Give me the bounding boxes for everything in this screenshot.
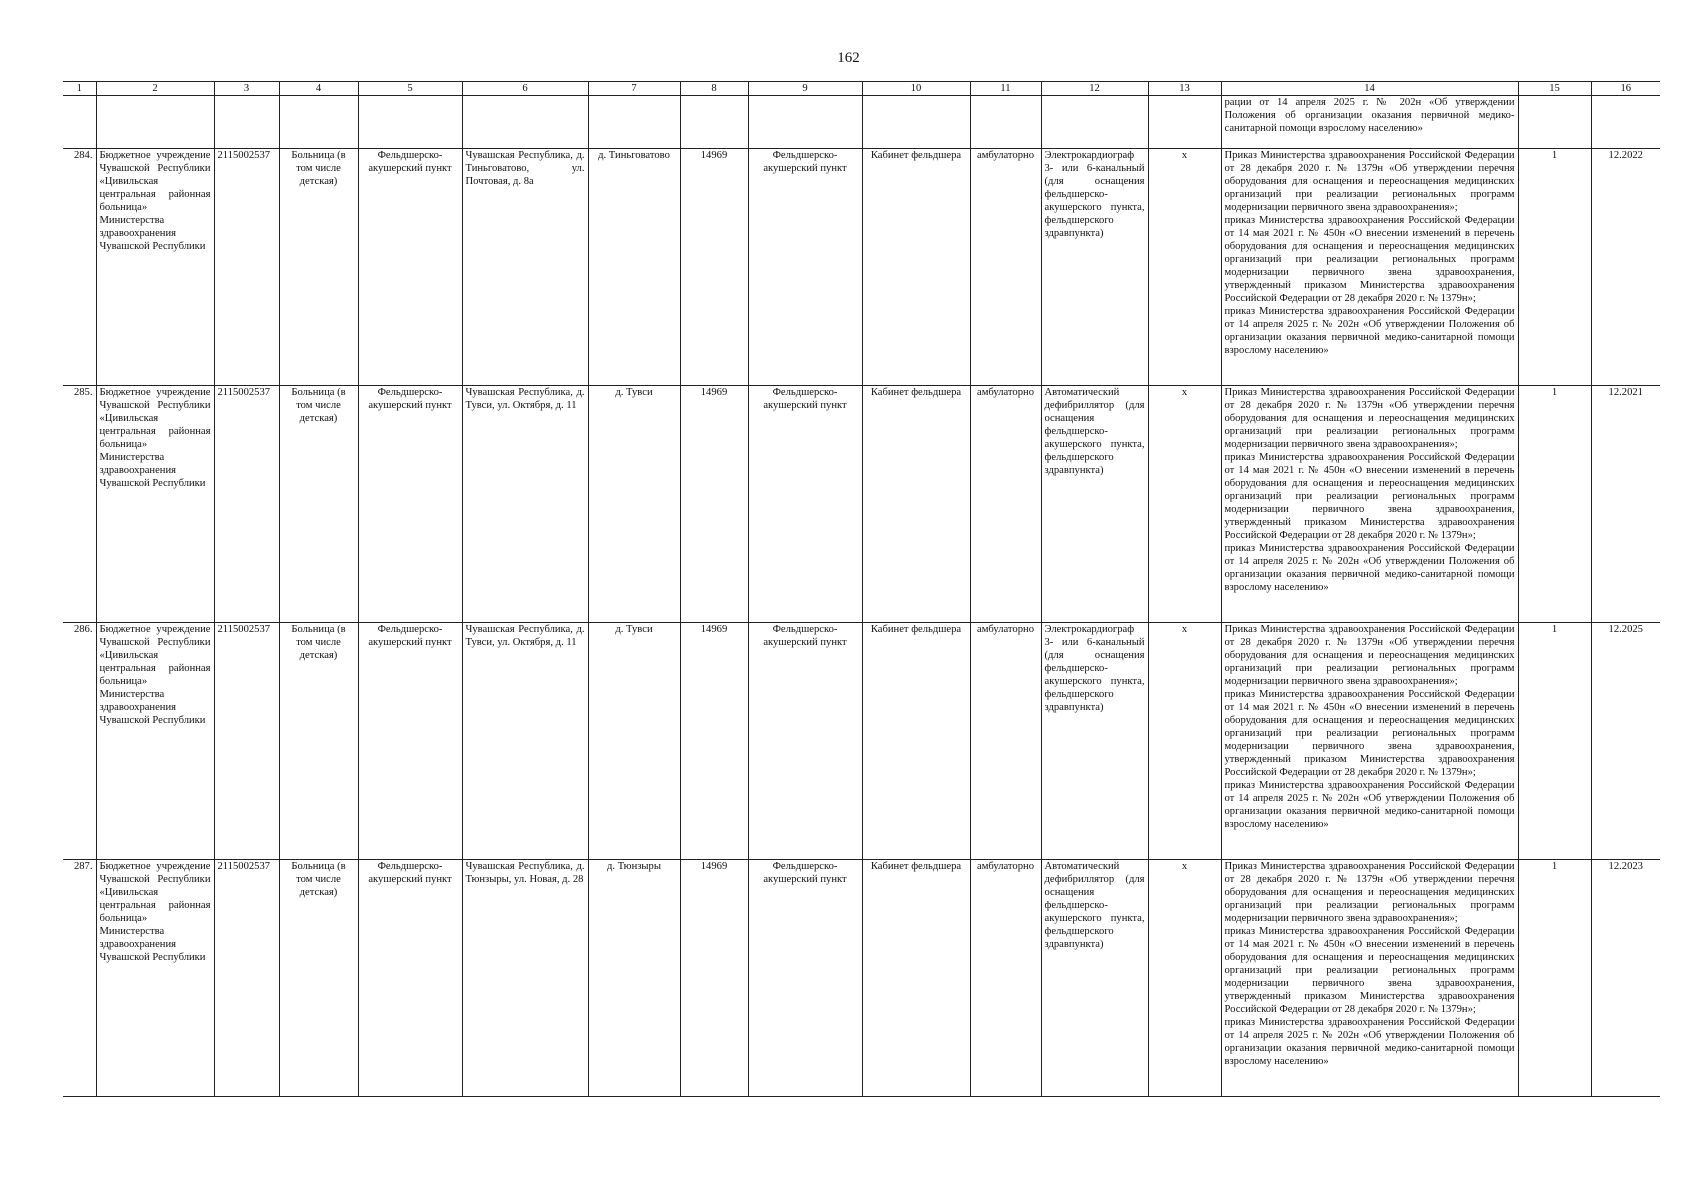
organization-cell: Бюджетное учреждение Чувашской Республики «Цивильская центральная районная больница» Министерства здравоохранения Чувашской Республики bbox=[96, 860, 214, 1097]
equipment-cell: Электрокардиограф 3- или 6-канальный (для оснащения фельдшерско-акушерского пункта, фельдшерского здравпункта) bbox=[1041, 623, 1148, 860]
col-num-12: 12 bbox=[1041, 82, 1148, 96]
col-num-8: 8 bbox=[680, 82, 748, 96]
col-num-11: 11 bbox=[970, 82, 1041, 96]
unit-cell: Фельдшерско-акушерский пункт bbox=[358, 623, 462, 860]
date-cell: 12.2022 bbox=[1591, 149, 1660, 386]
col-num-7: 7 bbox=[588, 82, 680, 96]
room-cell: Кабинет фельдшера bbox=[862, 623, 970, 860]
organization-cell: Бюджетное учреждение Чувашской Республики «Цивильская центральная районная больница» Министерства здравоохранения Чувашской Республики bbox=[96, 623, 214, 860]
date-cell: 12.2025 bbox=[1591, 623, 1660, 860]
room-cell: Кабинет фельдшера bbox=[862, 860, 970, 1097]
col13-cell: x bbox=[1148, 623, 1221, 860]
col13-cell: x bbox=[1148, 860, 1221, 1097]
table-row bbox=[63, 149, 1660, 386]
legal-basis-cell: Приказ Министерства здравоохранения Российской Федерации от 28 декабря 2020 г. № 1379н «Об утверждении перечня оборудования для оснащения и переоснащения медицинских организаций при реализации региональных программ модернизации первичного звена здравоохранения»; приказ Министерства здравоохранения Российской Федерации от 14 мая 2021 г. № 450н «О внесении изменений в перечень оборудования для оснащения и переоснащения медицинских организаций при реализации региональных программ модернизации первичного звена здравоохранения, утвержденный приказом Министерства здравоохранения Российской Федерации от 28 декабря 2020 г. № 1379н»; приказ Министерства здравоохранения Российской Федерации от 14 апреля 2025 г. № 202н «Об утверждении Положения об организации оказания первичной медико-санитарной помощи взрослому населению» bbox=[1221, 623, 1518, 860]
code-cell: 14969 bbox=[680, 623, 748, 860]
institution-type-cell: Больница (в том числе детская) bbox=[279, 623, 358, 860]
address-cell: Чувашская Республика, д. Тиньговатово, ул. Почтовая, д. 8а bbox=[462, 149, 588, 386]
col13-cell: x bbox=[1148, 386, 1221, 623]
subdivision-cell: Фельдшерско-акушерский пункт bbox=[748, 623, 862, 860]
room-cell: Кабинет фельдшера bbox=[862, 149, 970, 386]
row-number: 286. bbox=[63, 623, 96, 860]
quantity-cell: 1 bbox=[1518, 623, 1591, 860]
care-mode-cell: амбулаторно bbox=[970, 149, 1041, 386]
subdivision-cell: Фельдшерско-акушерский пункт bbox=[748, 860, 862, 1097]
col-num-6: 6 bbox=[462, 82, 588, 96]
inn-cell: 2115002537 bbox=[214, 860, 279, 1097]
equipment-cell: Автоматический дефибриллятор (для оснащения фельдшерско-акушерского пункта, фельдшерского здравпункта) bbox=[1041, 386, 1148, 623]
page-number: 162 bbox=[837, 50, 860, 66]
continuation-row bbox=[63, 96, 1660, 149]
address-cell: Чувашская Республика, д. Тувси, ул. Октября, д. 11 bbox=[462, 386, 588, 623]
continuation-basis-cell: рации от 14 апреля 2025 г. № 202н «Об утверждении Положения об организации оказания первичной медико-санитарной помощи взрослому населению» bbox=[1221, 96, 1518, 149]
locality-cell: д. Тувси bbox=[588, 623, 680, 860]
subdivision-cell: Фельдшерско-акушерский пункт bbox=[748, 149, 862, 386]
col13-cell: x bbox=[1148, 149, 1221, 386]
unit-cell: Фельдшерско-акушерский пункт bbox=[358, 386, 462, 623]
col-num-15: 15 bbox=[1518, 82, 1591, 96]
col-num-10: 10 bbox=[862, 82, 970, 96]
equipment-cell: Электрокардиограф 3- или 6-канальный (для оснащения фельдшерско-акушерского пункта, фельдшерского здравпункта) bbox=[1041, 149, 1148, 386]
column-number-header bbox=[63, 82, 1660, 96]
room-cell: Кабинет фельдшера bbox=[862, 386, 970, 623]
locality-cell: д. Тюнзыры bbox=[588, 860, 680, 1097]
table-row bbox=[63, 386, 1660, 623]
locality-cell: д. Тиньговатово bbox=[588, 149, 680, 386]
table-row bbox=[63, 623, 1660, 860]
organization-cell: Бюджетное учреждение Чувашской Республики «Цивильская центральная районная больница» Министерства здравоохранения Чувашской Республики bbox=[96, 386, 214, 623]
institution-type-cell: Больница (в том числе детская) bbox=[279, 386, 358, 623]
col-num-13: 13 bbox=[1148, 82, 1221, 96]
address-cell: Чувашская Республика, д. Тувси, ул. Октября, д. 11 bbox=[462, 623, 588, 860]
table-row bbox=[63, 860, 1660, 1097]
col-num-4: 4 bbox=[279, 82, 358, 96]
row-number: 284. bbox=[63, 149, 96, 386]
care-mode-cell: амбулаторно bbox=[970, 386, 1041, 623]
inn-cell: 2115002537 bbox=[214, 623, 279, 860]
care-mode-cell: амбулаторно bbox=[970, 623, 1041, 860]
row-number: 287. bbox=[63, 860, 96, 1097]
col-num-16: 16 bbox=[1591, 82, 1660, 96]
locality-cell: д. Тувси bbox=[588, 386, 680, 623]
institution-type-cell: Больница (в том числе детская) bbox=[279, 149, 358, 386]
code-cell: 14969 bbox=[680, 149, 748, 386]
institution-type-cell: Больница (в том числе детская) bbox=[279, 860, 358, 1097]
address-cell: Чувашская Республика, д. Тюнзыры, ул. Новая, д. 28 bbox=[462, 860, 588, 1097]
col-num-5: 5 bbox=[358, 82, 462, 96]
col-num-3: 3 bbox=[214, 82, 279, 96]
organization-cell: Бюджетное учреждение Чувашской Республики «Цивильская центральная районная больница» Министерства здравоохранения Чувашской Республики bbox=[96, 149, 214, 386]
legal-basis-cell: Приказ Министерства здравоохранения Российской Федерации от 28 декабря 2020 г. № 1379н «Об утверждении перечня оборудования для оснащения и переоснащения медицинских организаций при реализации региональных программ модернизации первичного звена здравоохранения»; приказ Министерства здравоохранения Российской Федерации от 14 мая 2021 г. № 450н «О внесении изменений в перечень оборудования для оснащения и переоснащения медицинских организаций при реализации региональных программ модернизации первичного звена здравоохранения, утвержденный приказом Министерства здравоохранения Российской Федерации от 28 декабря 2020 г. № 1379н»; приказ Министерства здравоохранения Российской Федерации от 14 апреля 2025 г. № 202н «Об утверждении Положения об организации оказания первичной медико-санитарной помощи взрослому населению» bbox=[1221, 860, 1518, 1097]
col-num-2: 2 bbox=[96, 82, 214, 96]
date-cell: 12.2021 bbox=[1591, 386, 1660, 623]
unit-cell: Фельдшерско-акушерский пункт bbox=[358, 149, 462, 386]
care-mode-cell: амбулаторно bbox=[970, 860, 1041, 1097]
date-cell: 12.2023 bbox=[1591, 860, 1660, 1097]
equipment-cell: Автоматический дефибриллятор (для оснащения фельдшерско-акушерского пункта, фельдшерского здравпункта) bbox=[1041, 860, 1148, 1097]
equipment-table bbox=[63, 81, 1660, 1097]
unit-cell: Фельдшерско-акушерский пункт bbox=[358, 860, 462, 1097]
col-num-14: 14 bbox=[1221, 82, 1518, 96]
quantity-cell: 1 bbox=[1518, 860, 1591, 1097]
subdivision-cell: Фельдшерско-акушерский пункт bbox=[748, 386, 862, 623]
quantity-cell: 1 bbox=[1518, 386, 1591, 623]
col-num-9: 9 bbox=[748, 82, 862, 96]
legal-basis-cell: Приказ Министерства здравоохранения Российской Федерации от 28 декабря 2020 г. № 1379н «Об утверждении перечня оборудования для оснащения и переоснащения медицинских организаций при реализации региональных программ модернизации первичного звена здравоохранения»; приказ Министерства здравоохранения Российской Федерации от 14 мая 2021 г. № 450н «О внесении изменений в перечень оборудования для оснащения и переоснащения медицинских организаций при реализации региональных программ модернизации первичного звена здравоохранения, утвержденный приказом Министерства здравоохранения Российской Федерации от 28 декабря 2020 г. № 1379н»; приказ Министерства здравоохранения Российской Федерации от 14 апреля 2025 г. № 202н «Об утверждении Положения об организации оказания первичной медико-санитарной помощи взрослому населению» bbox=[1221, 386, 1518, 623]
code-cell: 14969 bbox=[680, 860, 748, 1097]
row-number: 285. bbox=[63, 386, 96, 623]
legal-basis-cell: Приказ Министерства здравоохранения Российской Федерации от 28 декабря 2020 г. № 1379н «Об утверждении перечня оборудования для оснащения и переоснащения медицинских организаций при реализации региональных программ модернизации первичного звена здравоохранения»; приказ Министерства здравоохранения Российской Федерации от 14 мая 2021 г. № 450н «О внесении изменений в перечень оборудования для оснащения и переоснащения медицинских организаций при реализации региональных программ модернизации первичного звена здравоохранения, утвержденный приказом Министерства здравоохранения Российской Федерации от 28 декабря 2020 г. № 1379н»; приказ Министерства здравоохранения Российской Федерации от 14 апреля 2025 г. № 202н «Об утверждении Положения об организации оказания первичной медико-санитарной помощи взрослому населению» bbox=[1221, 149, 1518, 386]
inn-cell: 2115002537 bbox=[214, 386, 279, 623]
quantity-cell: 1 bbox=[1518, 149, 1591, 386]
inn-cell: 2115002537 bbox=[214, 149, 279, 386]
col-num-1: 1 bbox=[63, 82, 96, 96]
code-cell: 14969 bbox=[680, 386, 748, 623]
